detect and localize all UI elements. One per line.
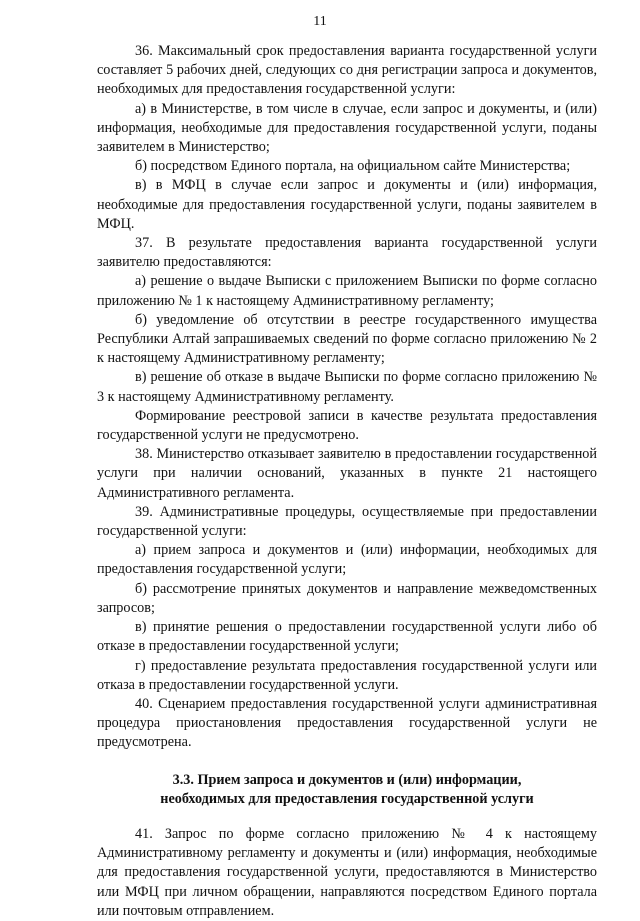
paragraph-39: 39. Административные процедуры, осуществляемые при предоставлении государственной услуги:	[97, 503, 597, 540]
paragraph-37: 37. В результате предоставления варианта государственной услуги заявителю предоставляются:	[97, 235, 597, 271]
paragraph-41: 41. Запрос по форме согласно приложению № 4 к настоящему Административному регламенту и документы и (или) информация, необходимые для предоставления государственной услуги, предоставляются в Министерство или МФЦ при личном обращении, направляются посредством Единого портала или почтовым отправлением.	[97, 825, 597, 919]
page-number: 11	[313, 14, 327, 29]
paragraph-37-a: а) решение о выдаче Выписки с приложением Выписки по форме согласно приложению № 1 к настоящему Административному регламенту;	[97, 273, 597, 309]
section-heading	[97, 771, 597, 809]
paragraph-40: 40. Сценарием предоставления государственной услуги административная процедура приостановления предоставления государственной услуги не предусмотрена.	[97, 695, 597, 751]
paragraph-39-a: а) прием запроса и документов и (или) информации, необходимых для предоставления государственной услуги;	[97, 542, 597, 578]
paragraph-36-c: в) в МФЦ в случае если запрос и документы и (или) информация, необходимые для предоставления государственной услуги, поданы заявителем в МФЦ.	[97, 177, 597, 232]
paragraph-39-c: в) принятие решения о предоставлении государственной услуги либо об отказе в предоставлении государственной услуги;	[97, 619, 597, 655]
section-heading-line1: 3.3. Прием запроса и документов и (или) информации,	[172, 771, 522, 788]
paragraph-39-d: г) предоставление результата предоставления государственной услуги или отказа в предоставлении государственной услуги.	[97, 657, 597, 693]
paragraph-37-note: Формирование реестровой записи в качестве результата предоставления государственной услуги не предусмотрено.	[97, 407, 597, 444]
paragraph-36: 36. Максимальный срок предоставления варианта государственной услуги составляет 5 рабочих дней, следующих со дня регистрации запроса и документов, необходимых для предоставления государственной услуги:	[97, 43, 597, 98]
document-body	[97, 42, 597, 921]
paragraph-36-b: б) посредством Единого портала, на официальном сайте Министерства;	[135, 158, 571, 175]
paragraph-39-b: б) рассмотрение принятых документов и направление межведомственных запросов;	[97, 580, 597, 616]
paragraph-36-a: а) в Министерстве, в том числе в случае, если запрос и документы, и (или) информация, необходимые для предоставления государственной услуги, поданы заявителем в Министерство;	[97, 100, 597, 156]
section-heading-line2: необходимых для предоставления государственной услуги	[160, 790, 534, 807]
paragraph-38: 38. Министерство отказывает заявителю в предоставлении государственной услуги при наличии оснований, указанных в пункте 21 настоящего Административного регламента.	[97, 446, 597, 501]
paragraph-37-c: в) решение об отказе в выдаче Выписки по форме согласно приложению № 3 к настоящему Административному регламенту.	[97, 369, 597, 405]
paragraph-37-b: б) уведомление об отсутствии в реестре государственного имущества Республики Алтай запрашиваемых сведений по форме согласно приложению № 2 к настоящему Административному регламенту;	[97, 311, 597, 367]
